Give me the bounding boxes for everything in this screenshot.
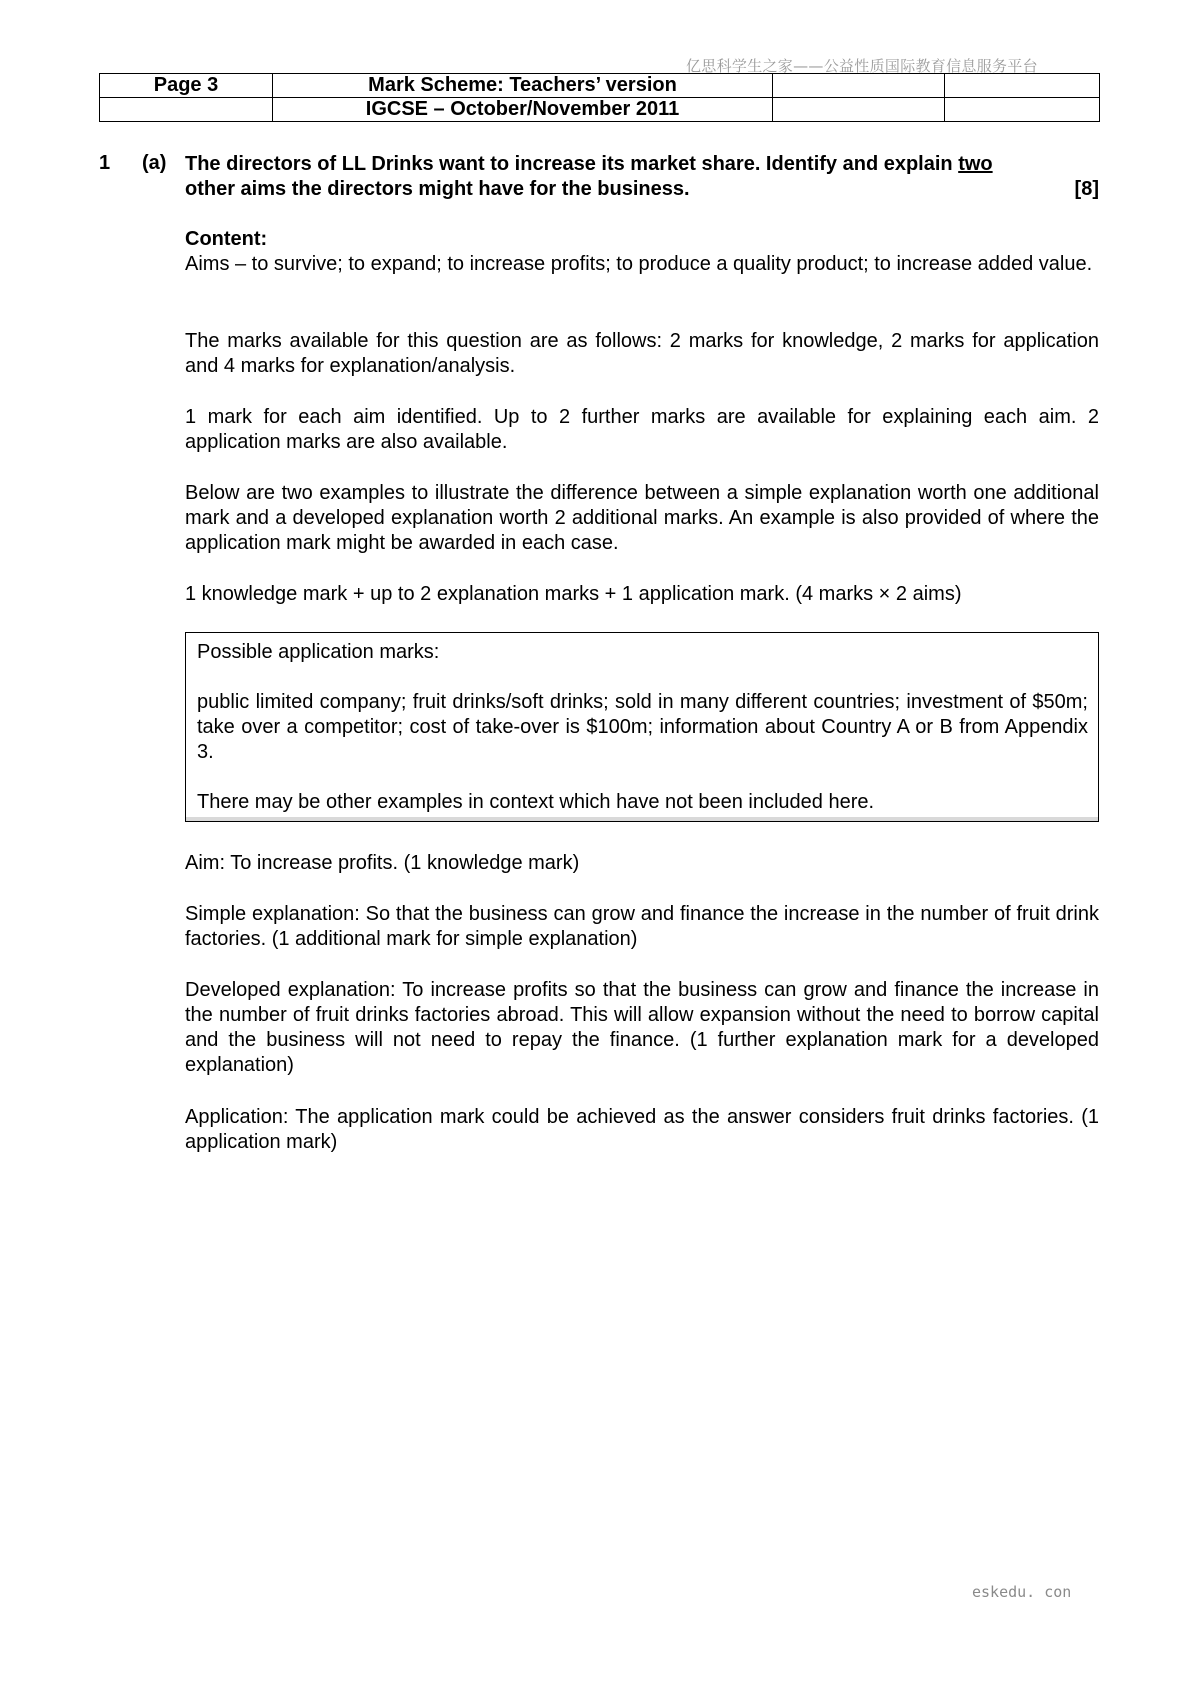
scheme-title: Mark Scheme: Teachers’ version (273, 74, 773, 98)
header-empty-cell (945, 74, 1100, 98)
aims-list: Aims – to survive; to expand; to increase profits; to produce a quality product; to increase added value. (185, 253, 1093, 275)
question-underlined-word: two (958, 153, 993, 175)
question-text (185, 152, 1099, 202)
example-application: Application: The application mark could be achieved as the answer considers fruit drinks factories. (1 application mark) (185, 1106, 1099, 1153)
example-developed-explanation: Developed explanation: To increase profits so that the business can grow and finance the increase in the number of fruit drinks factories abroad. This will allow expansion without the need to borrow capital and the business will not need to repay the finance. (1 further explanation mark for a developed explanation) (185, 979, 1099, 1076)
application-box-note: There may be other examples in context which have not been included here. (197, 791, 875, 813)
header-empty-cell (773, 74, 945, 98)
header-table (99, 73, 1100, 122)
watermark-bottom: eskedu. con (972, 1583, 1072, 1601)
example-simple-explanation: Simple explanation: So that the business can grow and finance the increase in the number of fruit drink factories. (1 additional mark for simple explanation) (185, 903, 1099, 950)
question-line-1 (185, 152, 1099, 177)
examples-intro-text: Below are two examples to illustrate the difference between a simple explanation worth one additional mark and a developed explanation worth 2 additional marks. An example is also provided of where the application mark might be awarded in each case. (185, 482, 1099, 554)
header-empty-cell (100, 98, 273, 122)
header-empty-cell (773, 98, 945, 122)
question-text-start: The directors of LL Drinks want to increase its market share. Identify and explain (185, 153, 959, 175)
exam-session: IGCSE – October/November 2011 (273, 98, 773, 122)
watermark-top: 亿思科学生之家——公益性质国际教育信息服务平台 (686, 57, 1038, 75)
per-aim-text: 1 mark for each aim identified. Up to 2 further marks are available for explaining each aim. 2 application marks are also available. (185, 406, 1099, 453)
header-empty-cell (945, 98, 1100, 122)
application-marks-box (185, 632, 1099, 822)
question-marks: [8] (1074, 178, 1099, 200)
application-box-list: public limited company; fruit drinks/soft drinks; sold in many different countries; investment of $50m; take over a competitor; cost of take-over is $100m; information about Country A or B from Appendix 3. (197, 691, 1088, 763)
question-line-2 (185, 177, 1099, 202)
mark-formula-text: 1 knowledge mark + up to 2 explanation marks + 1 application mark. (4 marks × 2 aims) (185, 583, 962, 605)
question-part: (a) (142, 152, 167, 174)
page-number: Page 3 (100, 74, 273, 98)
content-section (185, 227, 1099, 277)
application-box-title: Possible application marks: (197, 641, 440, 663)
question-text-end: other aims the directors might have for the business. (185, 178, 690, 200)
question-number: 1 (99, 152, 111, 174)
marks-available-text: The marks available for this question are as follows: 2 marks for knowledge, 2 marks for application and 4 marks for explanation/analysis. (185, 330, 1099, 377)
example-aim: Aim: To increase profits. (1 knowledge mark) (185, 852, 580, 874)
content-heading: Content: (185, 228, 268, 250)
